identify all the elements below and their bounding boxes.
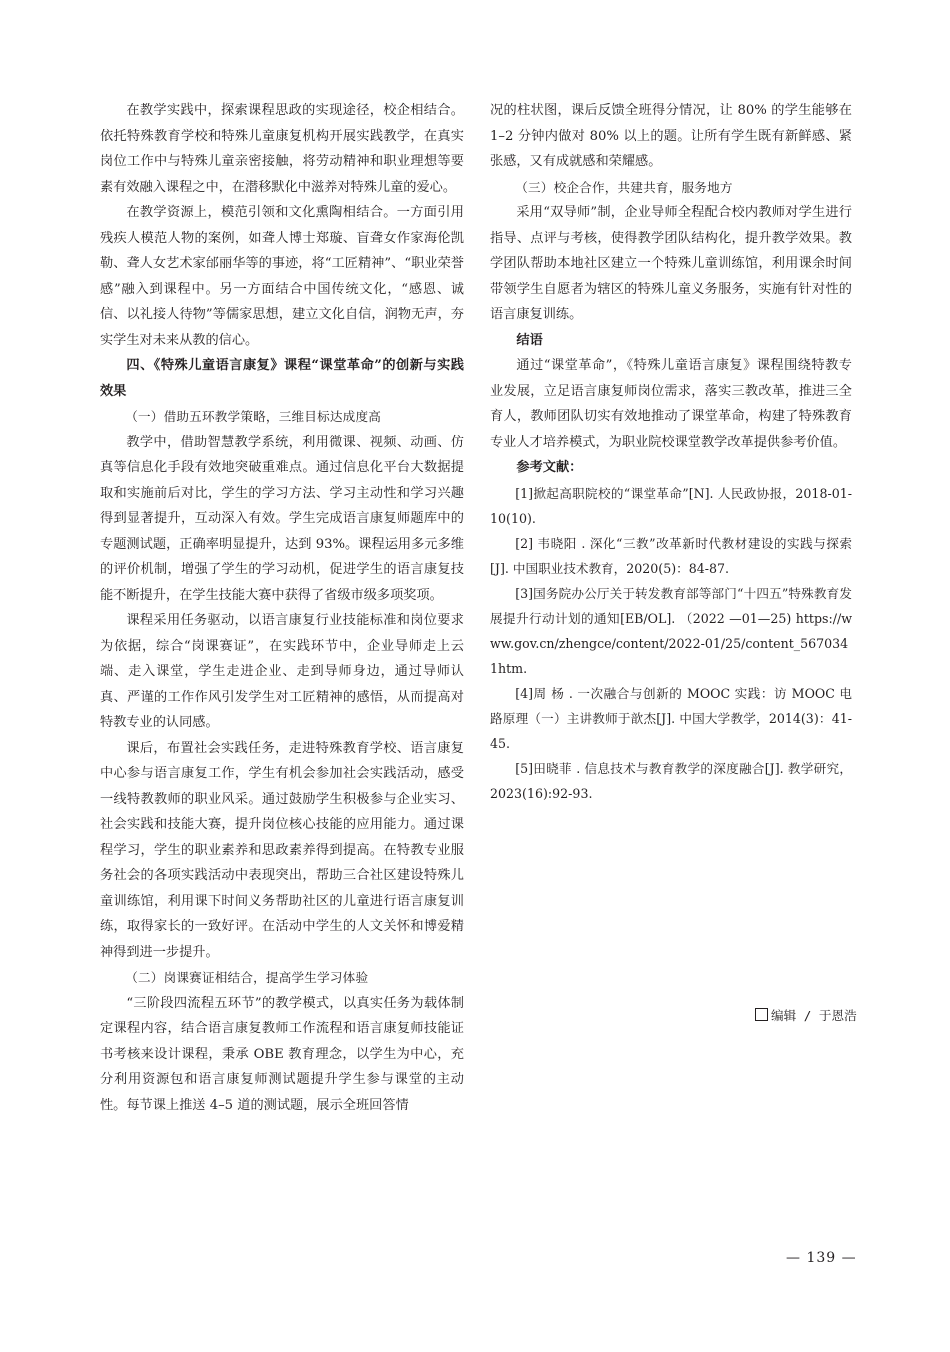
paragraph: 在教学实践中，探索课程思政的实现途径，校企相结合。依托特殊教育学校和特殊儿童康复机构开展实践教学，在真实岗位工作中与特殊儿童亲密接触，将劳动精神和职业理想等要素有效融入课程之中，在潜移默化中滋养对特殊儿童的爱心。 xyxy=(100,103,464,195)
reference-item: [1]掀起高职院校的“课堂革命”[N]. 人民政协报，2018-01-10(10). xyxy=(490,485,852,526)
reference-item: [3]国务院办公厅关于转发教育部等部门“十四五”特殊教育发展提升行动计划的通知[EB/OL]. （2022 —01—25) https://www.gov.cn/zhengce/content/2022-01/25/content_5670341htm. xyxy=(490,585,852,676)
page-number: — 139 — xyxy=(786,1250,857,1266)
editor-credit xyxy=(755,1005,857,1024)
paragraph: 在教学资源上，模范引领和文化熏陶相结合。一方面引用残疾人模范人物的案例，如聋人博士郑璇、盲聋女作家海伦凯勒、聋人女艺术家邰丽华等的事迹，将“工匠精神”、“职业荣誉感”融入到课程中。另一方面结合中国传统文化，“感恩、诚信、以礼接人待物”等儒家思想，建立文化自信，润物无声，夯实学生对未来从教的信心。 xyxy=(100,205,464,348)
subsection-heading: （二）岗课赛证相结合，提高学生学习体验 xyxy=(125,970,369,985)
left-column xyxy=(100,98,464,1118)
right-column xyxy=(490,98,852,806)
conclusion-heading: 结语 xyxy=(516,332,543,348)
subsection-heading: （三）校企合作，共建共育，服务地方 xyxy=(515,179,733,195)
paragraph: 教学中，借助智慧教学系统，利用微课、视频、动画、仿真等信息化手段有效地突破重难点。通过信息化平台大数据提取和实施前后对比，学生的学习方法、学习主动性和学习兴趣得到显著提升，互动深入有效。学生完成语言康复师题库中的专题测试题，正确率明显提升，达到 93%。课程运用多元多维的评价机制，增强了学生的学习动机，促进学生的语言康复技能不断提升，在学生技能大赛中获得了省级市级多项奖项。 xyxy=(100,434,464,603)
paragraph: “三阶段四流程五环节”的教学模式，以真实任务为载体制定课程内容，结合语言康复教师工作流程和语言康复师技能证书考核来设计课程，秉承 OBE 教育理念，以学生为中心，充分利用资源包和语言康复师测试题提升学生参与课堂的主动性。每节课上推送 4–5 道的测试题，展示全班回答情 xyxy=(100,995,464,1113)
paragraph: 况的柱状图，课后反馈全班得分情况，让 80% 的学生能够在 1–2 分钟内做对 80% 以上的题。让所有学生既有新鲜感、紧张感，又有成就感和荣耀感。 xyxy=(490,103,852,169)
paragraph: 采用“双导师”制，企业导师全程配合校内教师对学生进行指导、点评与考核，使得教学团队结构化，提升教学效果。教学团队帮助本地社区建立一个特殊儿童训练馆，利用课余时间带领学生自愿者为辖区的特殊儿童义务服务，实施有针对性的语言康复训练。 xyxy=(490,205,852,322)
paragraph: 课程采用任务驱动，以语言康复行业技能标准和岗位要求为依据，综合“岗课赛证”，在实践环节中，企业导师走上云端、走入课堂，学生走进企业、走到导师身边，通过导师认真、严谨的工作作风引发学生对工匠精神的感悟，从而提高对特教专业的认同感。 xyxy=(100,613,464,730)
square-icon xyxy=(755,1008,768,1021)
editor-credit-text: 编辑 / 于恩浩 xyxy=(771,1008,857,1023)
paragraph: 课后，布置社会实践任务，走进特殊教育学校、语言康复中心参与语言康复工作，学生有机会参加社会实践活动，感受一线特教教师的职业风采。通过鼓励学生积极参与企业实习、社会实践和技能大赛，提升岗位核心技能的应用能力。通过课程学习，学生的职业素养和思政素养得到提高。在特教专业服务社会的各项实践活动中表现突出，帮助三合社区建设特殊儿童训练馆，利用课下时间义务帮助社区的儿童进行语言康复训练，取得家长的一致好评。在活动中学生的人文关怀和博爱精神得到进一步提升。 xyxy=(100,740,464,960)
reference-item: [4]周 杨 . 一次融合与创新的 MOOC 实践：访 MOOC 电路原理（一）主讲教师于歆杰[J]. 中国大学教学，2014(3)：41-45. xyxy=(490,685,852,751)
reference-item: [5]田晓菲 . 信息技术与教育教学的深度融合[J]. 教学研究，2023(16):92-93. xyxy=(490,760,852,801)
reference-item: [2] 韦晓阳 . 深化“三教”改革新时代教材建设的实践与探索 [J]. 中国职业技术教育，2020(5)：84-87. xyxy=(490,535,852,576)
paragraph: 通过“课堂革命”，《特殊儿童语言康复》课程围绕特教专业发展，立足语言康复师岗位需求，落实三教改革，推进三全育人，教师团队切实有效地推动了课堂革命，构建了特殊教育专业人才培养模式，为职业院校课堂教学改革提供参考价值。 xyxy=(490,358,852,450)
subsection-heading: （一）借助五环教学策略，三维目标达成度高 xyxy=(125,409,382,424)
section-heading: 四、《特殊儿童语言康复》课程“课堂革命”的创新与实践效果 xyxy=(100,358,464,399)
references-title: 参考文献： xyxy=(516,460,583,475)
